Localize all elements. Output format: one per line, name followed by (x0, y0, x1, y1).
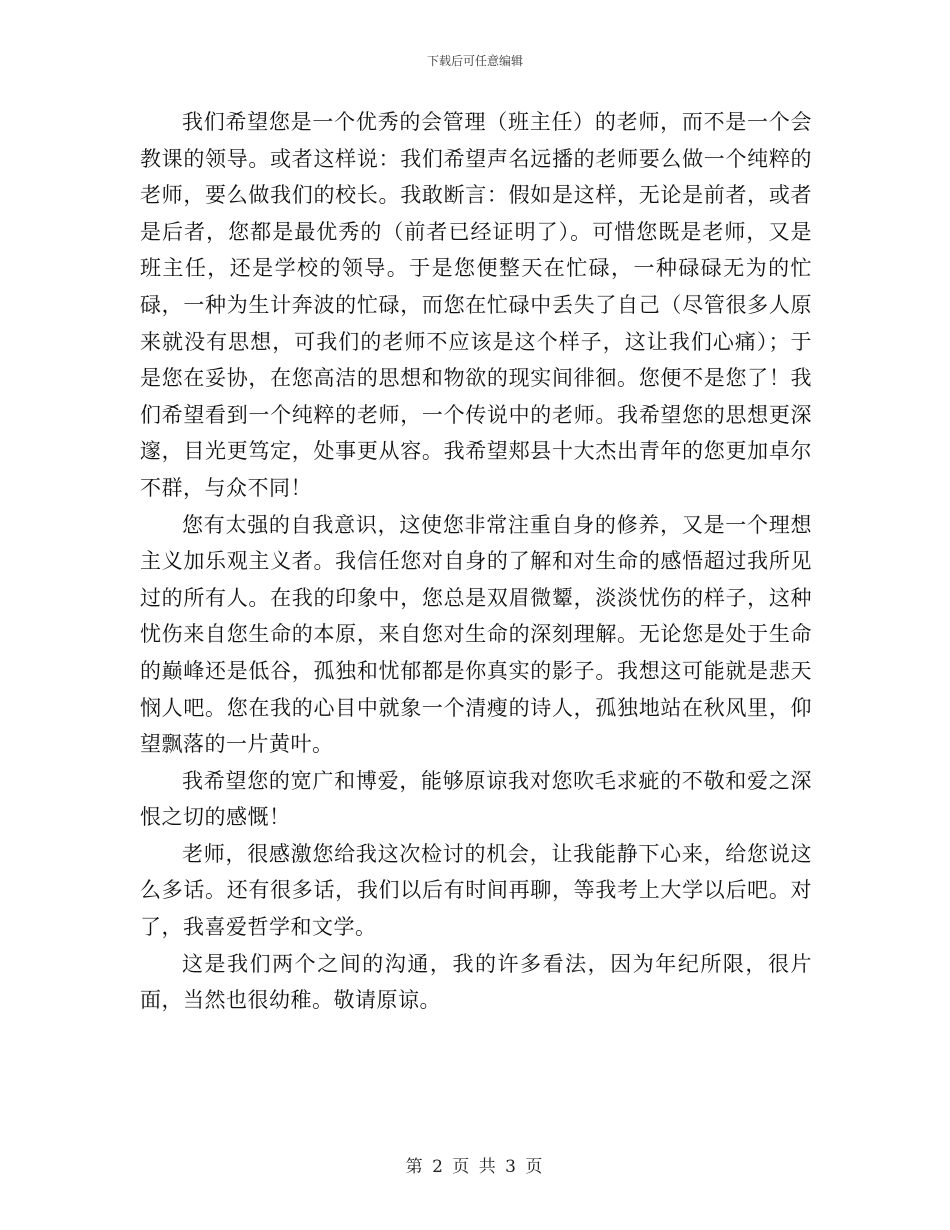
paragraph-2: 您有太强的自我意识，这使您非常注重自身的修养，又是一个理想主义加乐观主义者。我信任您对自身的了解和对生命的感悟超过我所见过的所有人。在我的印象中，您总是双眉微颦，淡淡忧伤的样子，这种忧伤来自您生命的本原，来自您对生命的深刻理解。无论您是处于生命的巅峰还是低谷，孤独和忧郁都是你真实的影子。我想这可能就是悲天悯人吧。您在我的心目中就象一个清瘦的诗人，孤独地站在秋风里，仰望飘落的一片黄叶。 (140, 512, 812, 757)
paragraph-3: 我希望您的宽广和博爱，能够原谅我对您吹毛求疵的不敬和爱之深恨之切的感慨！ (140, 768, 812, 830)
paragraph-1: 我们希望您是一个优秀的会管理（班主任）的老师，而不是一个会教课的领导。或者这样说：我们希望声名远播的老师要么做一个纯粹的老师，要么做我们的校长。我敢断言：假如是这样，无论是前者，或者是后者，您都是最优秀的（前者已经证明了）。可惜您既是老师，又是班主任，还是学校的领导。于是您便整天在忙碌，一种碌碌无为的忙碌，一种为生计奔波的忙碌，而您在忙碌中丢失了自己（尽管很多人原来就没有思想，可我们的老师不应该是这个样子，这让我们心痛）；于是您在妥协，在您高洁的思想和物欲的现实间徘徊。您便不是您了！我们希望看到一个纯粹的老师，一个传说中的老师。我希望您的思想更深邃，目光更笃定，处事更从容。我希望郏县十大杰出青年的您更加卓尔不群，与众不同！ (140, 110, 812, 500)
paragraph-5: 这是我们两个之间的沟通，我的许多看法，因为年纪所限，很片面，当然也很幼稚。敬请原谅。 (140, 951, 812, 1013)
page-header-note: 下载后可任意编辑 (426, 54, 523, 68)
paragraph-4: 老师，很感激您给我这次检讨的机会，让我能静下心来，给您说这么多话。还有很多话，我们以后有时间再聊，等我考上大学以后吧。对了，我喜爱哲学和文学。 (140, 841, 812, 940)
page-number: 第 2 页 共 3 页 (405, 1157, 545, 1177)
document-body (140, 104, 812, 1019)
